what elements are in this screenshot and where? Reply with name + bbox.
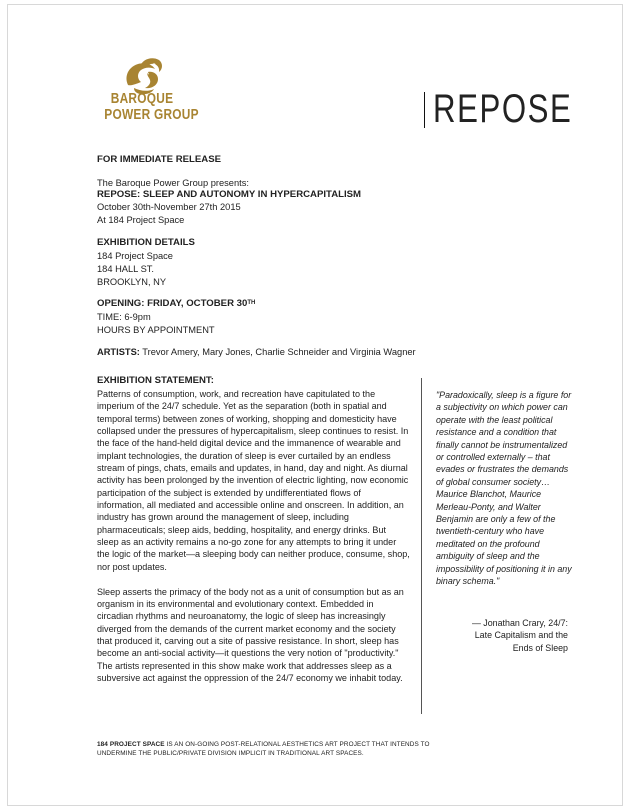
venue-line: At 184 Project Space	[97, 215, 185, 225]
page-title: REPOSE	[433, 87, 573, 131]
footer-bold: 184 PROJECT SPACE	[97, 741, 165, 748]
brand-line-2: POWER GROUP	[104, 107, 199, 123]
statement-paragraph-2: Sleep asserts the primacy of the body not as a unit of consumption but as an organism in its environmental and evolutionary context. Embedded in circadian rhythms and neuroanatomy, the logic of sleep has increasingly diverged from the demands of the current market economy and the society that produced it, carving out a site of passive resistance. In short, sleep has become an anti-social activity—it questions the very notion of "productivity." The artists represented in this show make work that addresses sleep as a subversive act against the oppression of the 24/7 economy we inhabit today.	[97, 586, 404, 683]
release-label: FOR IMMEDIATE RELEASE	[97, 154, 222, 165]
brand-wordmark	[104, 91, 199, 123]
title-divider	[424, 92, 425, 128]
exhibition-dates: October 30th-November 27th 2015	[97, 202, 241, 212]
quote-divider	[421, 378, 422, 714]
artists-line	[97, 346, 416, 358]
artists-names: Trevor Amery, Mary Jones, Charlie Schneider and Virginia Wagner	[142, 347, 416, 357]
statement-body	[97, 388, 410, 697]
artists-label: ARTISTS:	[97, 347, 140, 357]
opening-heading-sup: TH	[247, 300, 256, 306]
details-city: BROOKLYN, NY	[97, 277, 167, 287]
attribution-line-1: — Jonathan Crary, 24/7:	[471, 618, 568, 628]
statement-paragraph-1: Patterns of consumption, work, and recreation have capitulated to the imperium of the 24/7 schedule. Yet as the separation (both in spatial and temporal terms) between zones of working, shopping and domesticity have collapsed under the pressures of hypercapitalism, sleep continues to resist. In the face of the hand-held digital device and the immanence of wearable and implant technologies, the duration of sleep is ever curtailed by an endless stream of pings, chats, emails and updates, in hand, day and night. As diurnal activity has been prolonged by the invention of electric lighting, now economic participation of the subject is extended by undifferentiated flows of information, all mediated and accessible online and onscreen. In addition, an industry has grown around the management of sleep, including pharmaceuticals; sleep aids, bedding, hospitality, and energy drinks. But sleep as an activity remains a no-go zone for any attempts to bring it under the logic of the market—a sleeping body can neither produce, consume, shop, nor post updates.	[97, 389, 410, 572]
quote-attribution	[436, 617, 568, 654]
opening-hours: HOURS BY APPOINTMENT	[97, 325, 215, 335]
pull-quote: "Paradoxically, sleep is a figure for a subjectivity on which power can operate with the least political resistance and a condition that finally cannot be instrumentalized or controlled externally – that evades or frustrates the demands of global consumer society… Maurice Blanchot, Maurice Merleau-Ponty, and Walter Benjamin are only a few of the twentieth-century who have meditated on the profound ambiguity of sleep and the impossibility of positioning it in any binary schema."	[436, 390, 572, 587]
details-street: 184 HALL ST.	[97, 264, 155, 274]
details-heading: EXHIBITION DETAILS	[97, 237, 195, 248]
opening-heading	[97, 298, 255, 310]
statement-heading: EXHIBITION STATEMENT:	[97, 375, 214, 386]
footer-text: IS AN ON-GOING POST-RELATIONAL AESTHETICS ART PROJECT THAT INTENDS TO UNDERMINE THE PUBLIC/PRIVATE DIVISION IMPLICIT IN TRADITIONAL ART SPACES.	[97, 741, 430, 757]
footer-note	[97, 741, 457, 758]
opening-time: TIME: 6-9pm	[97, 312, 151, 322]
opening-heading-text: OPENING: FRIDAY, OCTOBER 30	[97, 298, 248, 309]
attribution-line-3: Ends of Sleep	[512, 642, 568, 653]
brand-line-1: BAROQUE	[110, 91, 174, 107]
presents-line: The Baroque Power Group presents:	[97, 178, 249, 188]
exhibition-title: REPOSE: SLEEP AND AUTONOMY IN HYPERCAPITALISM	[97, 189, 362, 200]
details-venue: 184 Project Space	[97, 251, 173, 261]
attribution-line-2: Late Capitalism and the	[474, 630, 568, 641]
